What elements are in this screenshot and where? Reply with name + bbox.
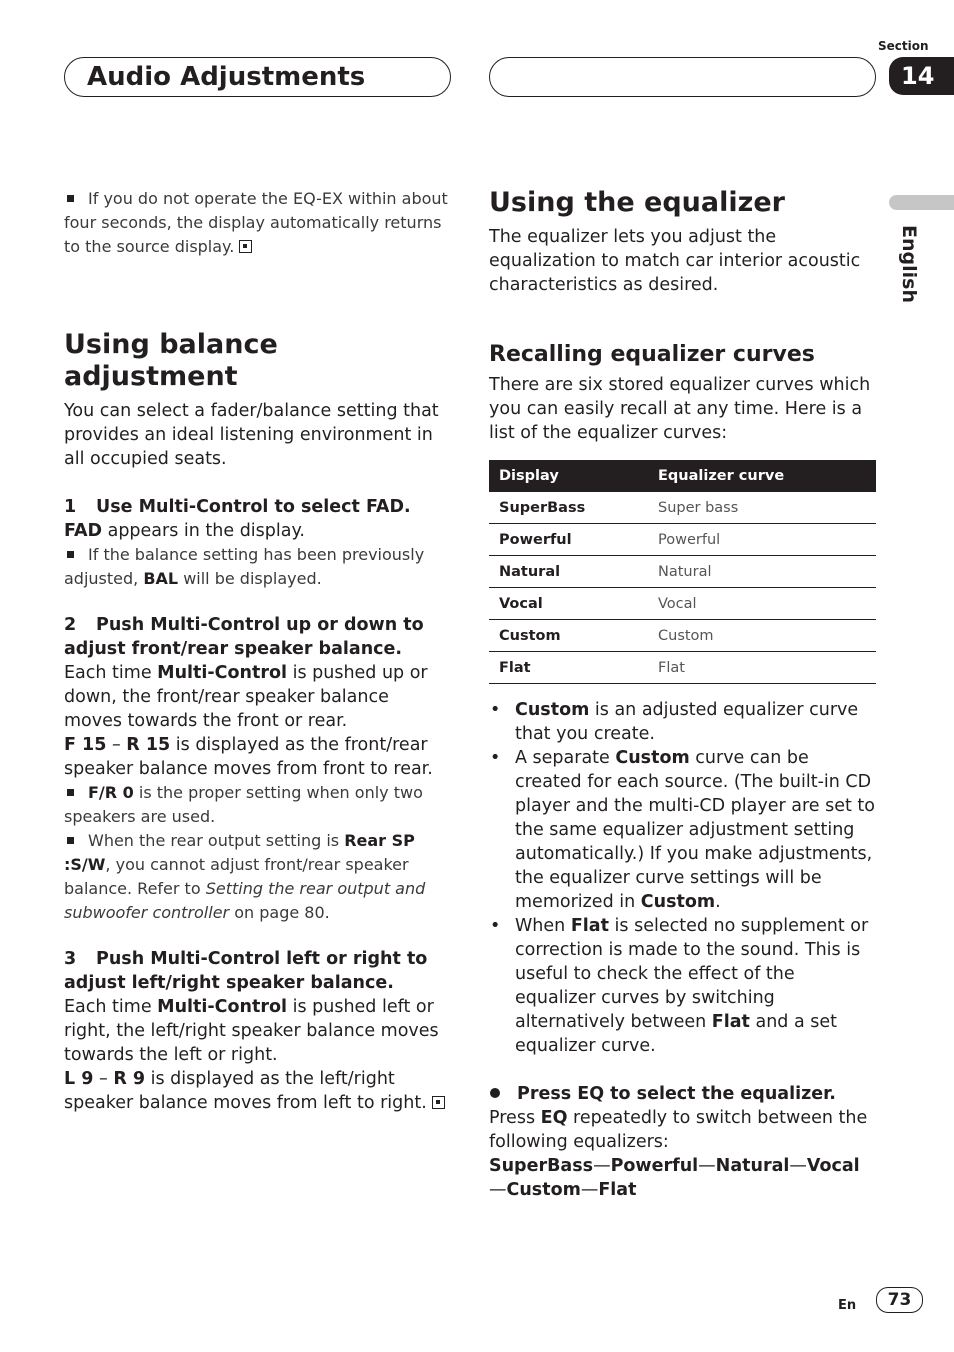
step-1-note: If the balance setting has been previously adjusted, BAL will be displayed. [64,545,425,588]
side-tab-marker [889,195,954,210]
table-cell-curve: Custom [648,620,876,652]
list-item: • A separate Custom curve can be created for each source. (The built-in CD player and the multi-CD player are set to the same equalizer adjustment setting automatically.) If you make adjustments, the equalizer curve settings will be memorized in Custom. [489,746,876,914]
square-bullet-icon [67,195,74,202]
step-1-body: FAD appears in the display. [64,521,305,541]
table-cell-display: Flat [489,652,648,684]
footer-language: En [838,1298,857,1313]
balance-heading: Using balance adjustment [64,329,278,392]
table-row [489,620,876,652]
intro-note: If you do not operate the EQ-EX within about four seconds, the display automatically returns to the source display. [64,189,448,256]
step-3-range: L 9 – R 9 is displayed as the left/right speaker balance moves from left to right. [64,1067,451,1115]
table-cell-display: Vocal [489,588,648,620]
section-number: 14 [889,57,954,95]
square-bullet-icon [67,837,74,844]
equalizer-intro: The equalizer lets you adjust the equalization to match car interior acoustic characteristics as desired. [489,227,861,295]
header-blank-box [489,57,876,97]
table-header-curve: Equalizer curve [648,460,876,492]
table-cell-curve: Flat [648,652,876,684]
table-cell-curve: Natural [648,556,876,588]
list-item: • When Flat is selected no supplement or correction is made to the sound. This is useful to check the effect of the equalizer curves by switching alternatively between Flat and a set equalizer curve. [489,914,876,1058]
table-cell-display: Natural [489,556,648,588]
end-mark-icon [432,1096,445,1109]
press-eq-step: Press EQ to select the equalizer. [489,1082,876,1106]
list-item: • Custom is an adjusted equalizer curve that you create. [489,698,876,746]
table-cell-display: Powerful [489,524,648,556]
language-label: English [898,225,920,303]
table-header-row [489,460,876,492]
step-dot-icon [490,1088,500,1098]
section-label: Section [878,39,929,53]
table-cell-display: Custom [489,620,648,652]
right-column [489,187,876,1202]
step-3: 3 Push Multi-Control left or right to adjust left/right speaker balance. [64,949,428,993]
recall-heading: Recalling equalizer curves [489,342,815,367]
table-row [489,588,876,620]
recall-intro: There are six stored equalizer curves which you can easily recall at any time. Here is a list of the equalizer curves: [489,375,871,443]
header-title-box [64,57,451,97]
balance-intro: You can select a fader/balance setting that provides an ideal listening environment in all occupied seats. [64,401,439,469]
square-bullet-icon [67,789,74,796]
language-tab [892,225,932,315]
equalizer-sequence: SuperBass—Powerful—Natural—Vocal—Custom—Flat [489,1156,860,1200]
equalizer-table [489,460,876,684]
table-row [489,556,876,588]
table-row [489,492,876,524]
step-2: 2 Push Multi-Control up or down to adjust front/rear speaker balance. [64,615,424,659]
table-cell-curve: Vocal [648,588,876,620]
step-1: 1 Use Multi-Control to select FAD. [64,497,411,517]
page-title: Audio Adjustments [87,62,366,92]
step-3-body: Each time Multi-Control is pushed left or right, the left/right speaker balance moves towards the left or right. [64,997,439,1065]
step-2-range: F 15 – R 15 is displayed as the front/rear speaker balance moves from front to rear. [64,735,433,779]
equalizer-heading: Using the equalizer [489,187,785,218]
left-column [64,187,451,1115]
square-bullet-icon [67,551,74,558]
step-2-note-2: When the rear output setting is Rear SP :S/W, you cannot adjust front/rear speaker balance. Refer to Setting the rear output and subwoofer controller on page 80. [64,831,426,922]
step-2-body: Each time Multi-Control is pushed up or down, the front/rear speaker balance moves towards the front or rear. [64,663,428,731]
end-mark-icon [239,240,252,253]
table-cell-display: SuperBass [489,492,648,524]
table-row [489,652,876,684]
press-eq-body: Press EQ repeatedly to switch between the following equalizers: [489,1108,868,1152]
step-2-note-1: F/R 0 is the proper setting when only two speakers are used. [64,783,423,826]
equalizer-notes [489,698,876,1058]
page-number: 73 [876,1287,923,1313]
table-header-display: Display [489,460,648,492]
table-cell-curve: Powerful [648,524,876,556]
table-row [489,524,876,556]
table-cell-curve: Super bass [648,492,876,524]
